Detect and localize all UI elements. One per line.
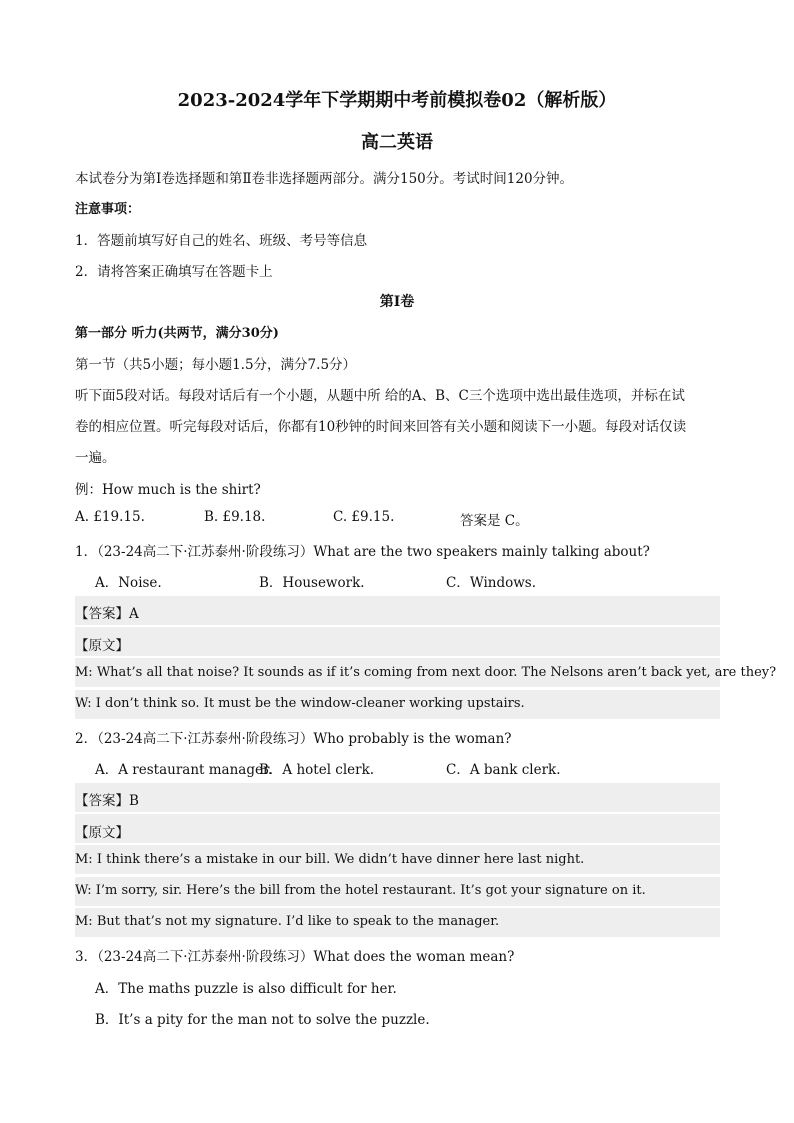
transcript-line: W: I don’t think so. It must be the window-cleaner working upstairs. bbox=[75, 696, 525, 711]
answer-label: 【答案】A bbox=[75, 606, 139, 622]
example-answer: 答案是 C。 bbox=[460, 513, 529, 529]
question-option: C．Windows. bbox=[446, 575, 537, 591]
answer-block bbox=[75, 627, 720, 656]
example-option-b: B. £9.18. bbox=[204, 509, 266, 525]
document-title: 2023-2024学年下学期期中考前模拟卷02（解析版） bbox=[177, 90, 617, 111]
notice-item: 2．请将答案正确填写在答题卡上 bbox=[75, 264, 273, 280]
question-option: A．Noise. bbox=[95, 575, 162, 591]
answer-block bbox=[75, 814, 720, 843]
notice-item: 1．答题前填写好自己的姓名、班级、考号等信息 bbox=[75, 233, 368, 249]
transcript-line: W: I’m sorry, sir. Here’s the bill from the hotel restaurant. It’s got your signature on it. bbox=[75, 883, 646, 898]
section-title: 第一节（共5小题；每小题1.5分，满分7.5分） bbox=[75, 357, 357, 373]
question-stem: 2．（23-24高二下·江苏泰州·阶段练习）Who probably is the woman? bbox=[75, 731, 512, 747]
question-option: A．The maths puzzle is also difficult for her. bbox=[95, 981, 397, 997]
document-subtitle: 高二英语 bbox=[361, 132, 433, 153]
notice-heading: 注意事项： bbox=[75, 202, 141, 217]
question-option: C．A bank clerk. bbox=[446, 762, 561, 778]
answer-label: 【答案】B bbox=[75, 793, 139, 809]
instruction-line: 一遍。 bbox=[75, 450, 116, 466]
exam-intro: 本试卷分为第Ⅰ卷选择题和第Ⅱ卷非选择题两部分。满分150分。考试时间120分钟。 bbox=[75, 171, 574, 187]
instruction-line: 听下面5段对话。每段对话后有一个小题，从题中所 给的A、B、C三个选项中选出最佳选项，并标在试 bbox=[75, 388, 685, 404]
transcript-line: M: What’s all that noise? It sounds as if it’s coming from next door. The Nelsons aren’t back yet, are they? bbox=[75, 665, 777, 680]
question-option: B．Housework. bbox=[259, 575, 365, 591]
transcript-line: M: But that’s not my signature. I’d like to speak to the manager. bbox=[75, 914, 500, 929]
volume-title: 第Ⅰ卷 bbox=[379, 294, 415, 310]
question-option: A．A restaurant manager. bbox=[95, 762, 273, 778]
example-option-a: A. £19.15. bbox=[75, 509, 145, 525]
transcript-line: M: I think there’s a mistake in our bill. We didn’t have dinner here last night. bbox=[75, 852, 585, 867]
question-option: B．A hotel clerk. bbox=[259, 762, 375, 778]
example-option-c: C. £9.15. bbox=[333, 509, 395, 525]
transcript-label: 【原文】 bbox=[75, 638, 129, 654]
example-question: 例：How much is the shirt? bbox=[75, 482, 261, 498]
answer-block bbox=[75, 783, 720, 812]
question-stem: 1．（23-24高二下·江苏泰州·阶段练习）What are the two speakers mainly talking about? bbox=[75, 544, 650, 560]
instruction-line: 卷的相应位置。听完每段对话后，你都有10秒钟的时间来回答有关小题和阅读下一小题。每段对话仅读 bbox=[75, 419, 687, 435]
part-title: 第一部分 听力(共两节，满分30分) bbox=[75, 326, 279, 341]
transcript-label: 【原文】 bbox=[75, 825, 129, 841]
question-stem: 3．（23-24高二下·江苏泰州·阶段练习）What does the woman mean? bbox=[75, 949, 515, 965]
question-option: B．It’s a pity for the man not to solve the puzzle. bbox=[95, 1012, 430, 1028]
answer-block bbox=[75, 596, 720, 625]
